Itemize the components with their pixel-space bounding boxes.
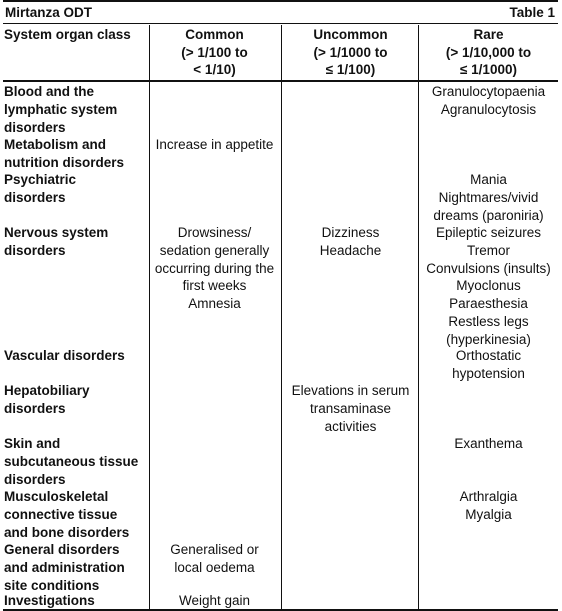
table-title: Mirtanza ODT [5,5,93,20]
header-rare: Rare (> 1/10,000 to ≤ 1/1000) [445,27,532,77]
rare-cell: Exanthema [454,436,523,451]
table-caption [4,4,557,22]
rare-cell: Orthostatic hypotension [452,348,525,381]
rare-cell: Mania Nightmares/vivid dreams (paroniria) [433,172,544,223]
common-cell: Increase in appetite [155,137,274,152]
organ-class-cell: Skin and subcutaneous tissue disorders [4,436,139,487]
organ-class-cell: Metabolism and nutrition disorders [4,137,125,170]
column-divider [281,25,282,609]
adverse-reactions-table [3,0,558,611]
uncommon-cell: Elevations in serum transaminase activities [291,383,410,434]
common-cell: Generalised or local oedema [170,542,259,575]
organ-class-cell: Vascular disorders [4,348,125,363]
rare-cell: Granulocytopaenia Agranulocytosis [431,84,546,117]
organ-class-cell: General disorders and administration site conditions [4,542,125,593]
header-uncommon: Uncommon (> 1/1000 to ≤ 1/100) [313,27,388,77]
common-cell: Drowsiness/ sedation generally occurring during the first weeks Amnesia [154,225,275,312]
rare-cell: Epileptic seizures Tremor Convulsions (insults) Myoclonus Paraesthesia Restless legs (hyperkinesia) [426,225,551,347]
organ-class-cell: Hepatobiliary disorders [4,383,90,416]
rare-cell: Arthralgia Myalgia [459,489,518,522]
header-common: Common (> 1/100 to < 1/10) [181,27,248,77]
organ-class-cell: Musculoskeletal connective tissue and bone disorders [4,489,130,540]
organ-class-cell: Nervous system disorders [4,225,109,258]
caption-rule [3,23,558,24]
common-cell: Weight gain [178,593,251,608]
header-system-organ-class: System organ class [4,27,131,42]
organ-class-cell: Blood and the lymphatic system disorders [4,84,118,135]
header-rule [3,80,558,82]
organ-class-cell: Investigations [4,593,95,608]
table-number: Table 1 [509,5,555,20]
column-divider [418,25,419,609]
uncommon-cell: Dizziness Headache [319,225,382,258]
organ-class-cell: Psychiatric disorders [4,172,77,205]
